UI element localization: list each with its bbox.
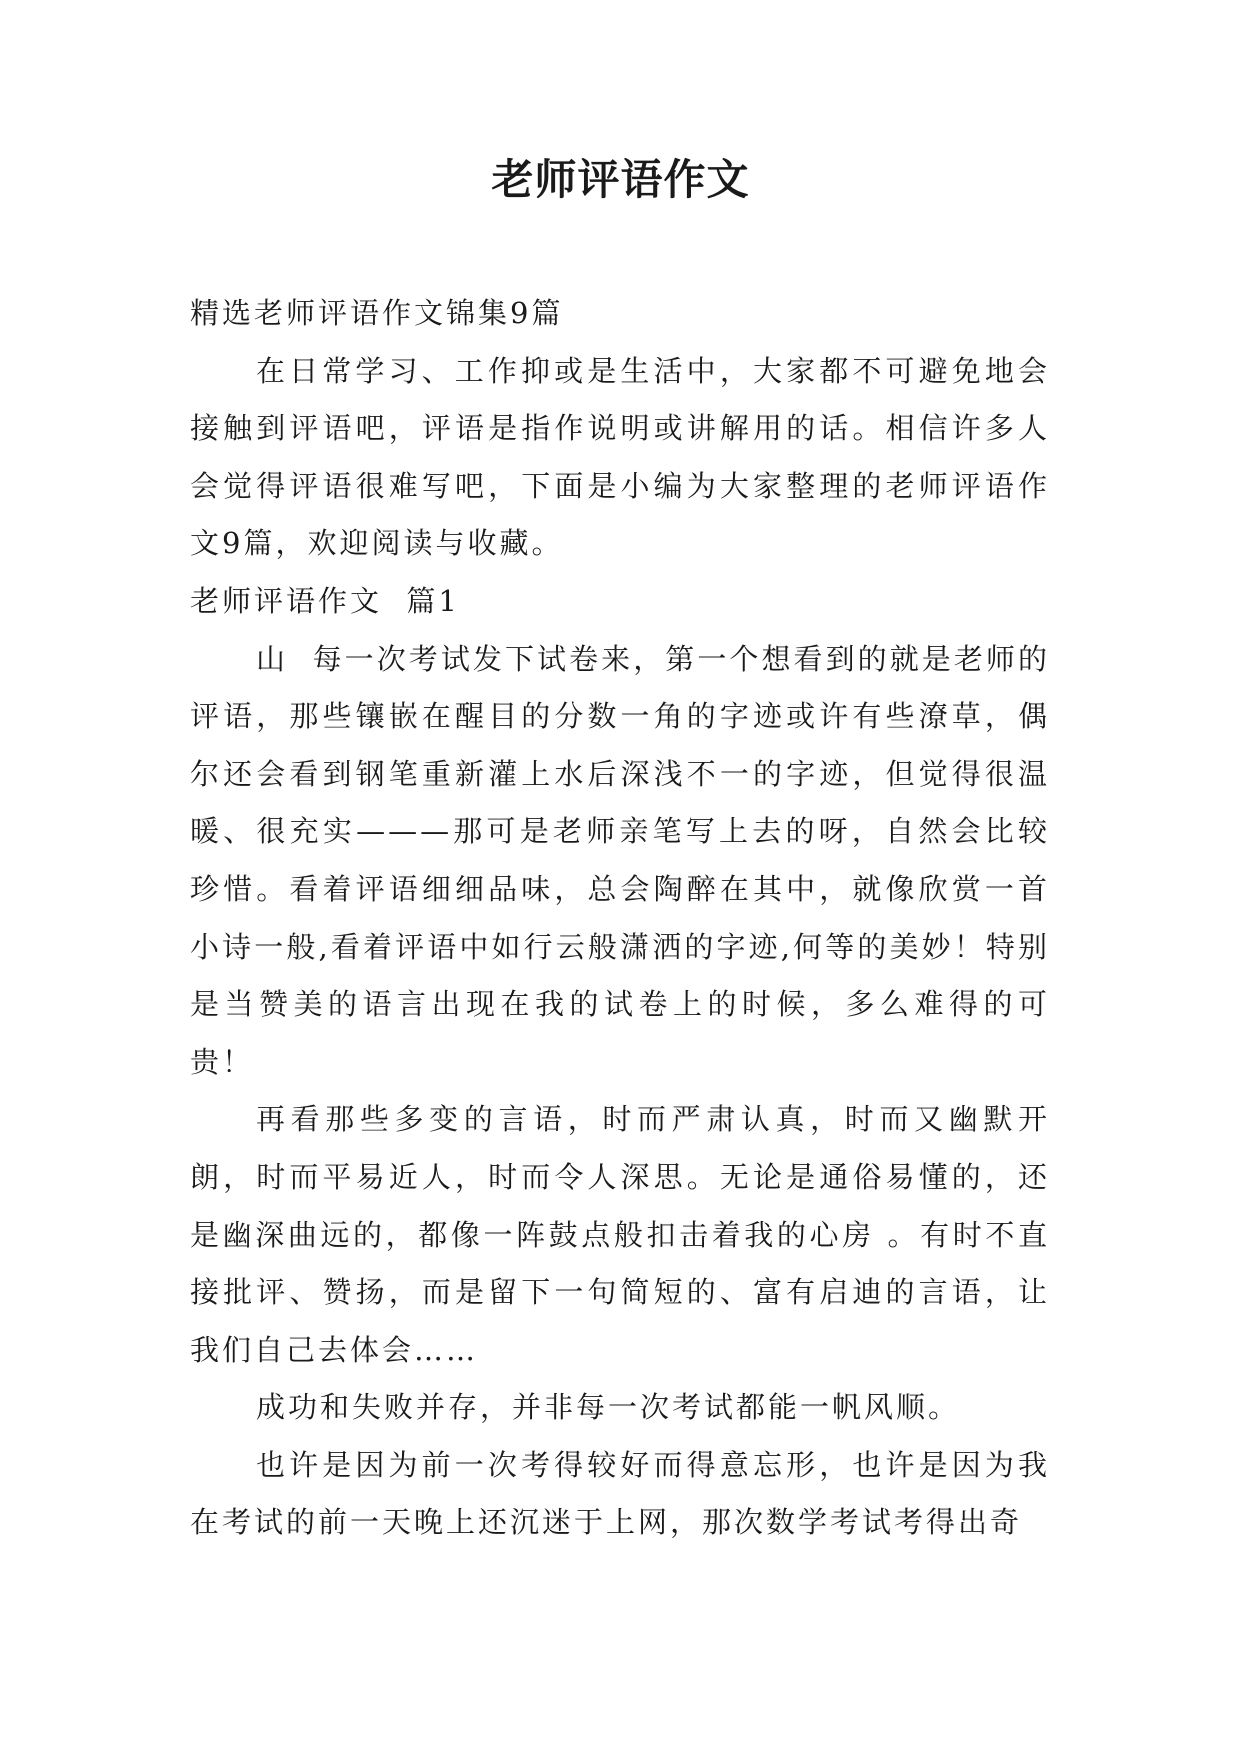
intro-paragraph: 在日常学习、工作抑或是生活中，大家都不可避免地会接触到评语吧，评语是指作说明或讲解用的话。相信许多人会觉得评语很难写吧，下面是小编为大家整理的老师评语作文9篇，欢迎阅读与收藏。 [190, 353, 1050, 561]
body-paragraph: 再看那些多变的言语，时而严肃认真，时而又幽默开朗，时而平易近人，时而令人深思。无论是通俗易懂的，还是幽深曲远的，都像一阵鼓点般扣击着我的心房 。有时不直接批评、赞扬，而是留下一句简短的、富有启迪的言语，让我们自己去体会…… [190, 1102, 1050, 1367]
document-body [190, 285, 1050, 1552]
body-paragraph: 也许是因为前一次考得较好而得意忘形，也许是因为我在考试的前一天晚上还沉迷于上网，那次数学考试考得出奇 [190, 1447, 1050, 1540]
body-paragraph: 成功和失败并存，并非每一次考试都能一帆风顺。 [256, 1390, 961, 1425]
document-title: 老师评语作文 [491, 155, 750, 204]
section-heading: 老师评语作文 篇1 [190, 583, 460, 618]
document-subtitle: 精选老师评语作文锦集9篇 [190, 296, 564, 330]
body-paragraph: 山 每一次考试发下试卷来，第一个想看到的就是老师的评语，那些镶嵌在醒目的分数一角的字迹或许有些潦草，偶尔还会看到钢笔重新灌上水后深浅不一的字迹，但觉得很温暖、很充实———那可是老师亲笔写上去的呀，自然会比较珍惜。看着评语细细品味，总会陶醉在其中，就像欣赏一首小诗一般,看着评语中如行云般潇洒的字迹,何等的美妙！特别是当赞美的语言出现在我的试卷上的时候，多么难得的可贵！ [190, 641, 1050, 1079]
